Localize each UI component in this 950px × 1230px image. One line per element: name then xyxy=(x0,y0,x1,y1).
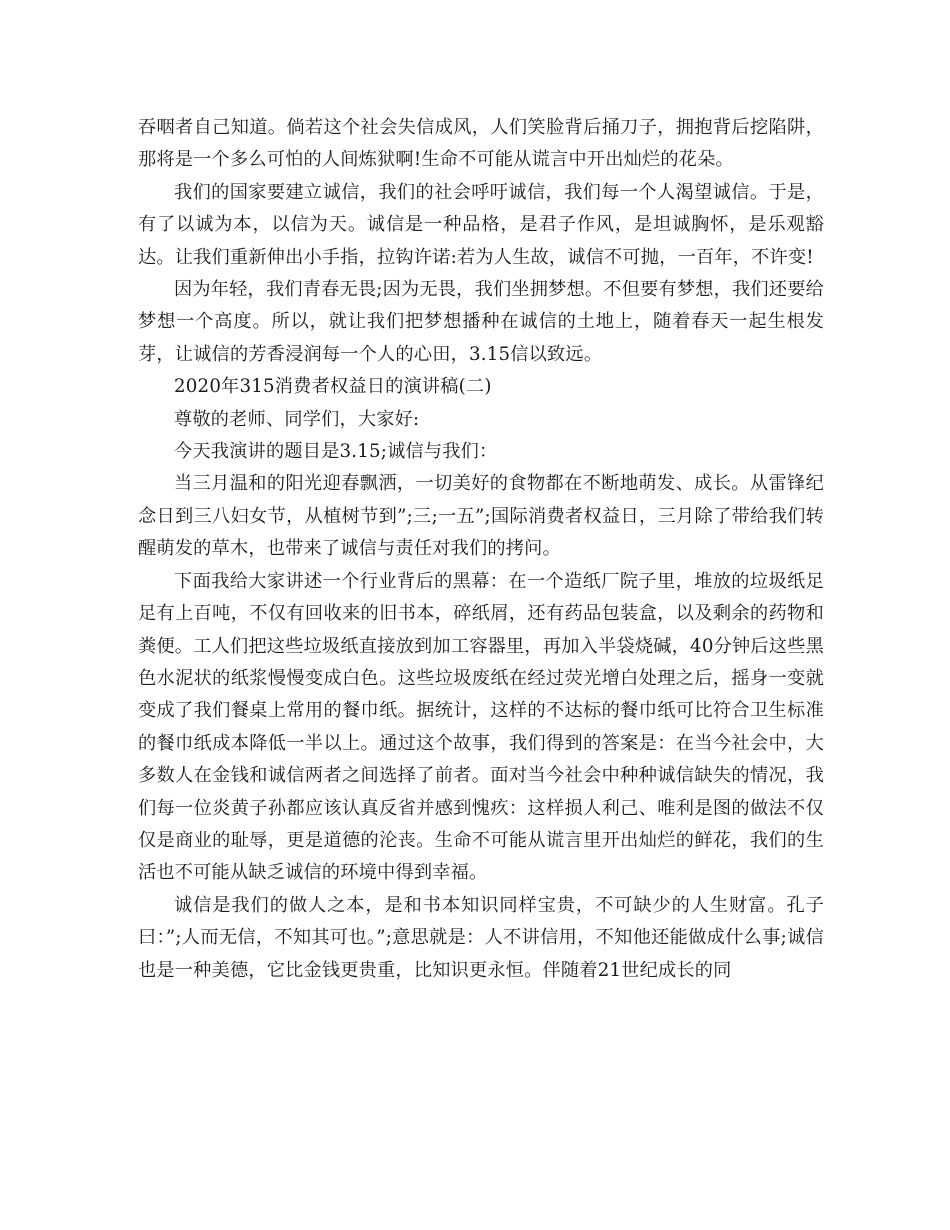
paragraph-integrity: 诚信是我们的做人之本，是和书本知识同样宝贵，不可缺少的人生财富。孔子曰：”;人而无信，不知其可也。”;意思就是：人不讲信用，不知他还能做成什么事;诚信也是一种美德，它比金钱更贵重，比知识更永恒。伴随着21世纪成长的同 xyxy=(138,894,824,981)
paragraph-story: 下面我给大家讲述一个行业背后的黑幕：在一个造纸厂院子里，堆放的垃圾纸足足有上百吨，不仅有回收来的旧书本，碎纸屑，还有药品包装盒，以及剩余的药物和粪便。工人们把这些垃圾纸直接放到加工容器里，再加入半袋烧碱，40分钟后这些黑色水泥状的纸浆慢慢变成白色。这些垃圾废纸在经过荧光增白处理之后，摇身一变就变成了我们餐桌上常用的餐巾纸。据统计，这样的不达标的餐巾纸可比符合卫生标准的餐巾纸成本降低一半以上。通过这个故事，我们得到的答案是：在当今社会中，大多数人在金钱和诚信两者之间选择了前者。面对当今社会中种种诚信缺失的情况，我们每一位炎黄子孙都应该认真反省并感到愧疚：这样损人利己、唯利是图的做法不仅仅是商业的耻辱，更是道德的沦丧。生命不可能从谎言里开出灿烂的鲜花，我们的生活也不可能从缺乏诚信的环境中得到幸福。 xyxy=(138,570,824,884)
section-heading: 2020年315消费者权益日的演讲稿(二) xyxy=(174,376,492,398)
paragraph-march: 当三月温和的阳光迎春飘洒，一切美好的食物都在不断地萌发、成长。从雷锋纪念日到三八妇女节，从植树节到”;三;一五”;国际消费者权益日，三月除了带给我们转醒萌发的草木，也带来了诚信与责任对我们的拷问。 xyxy=(138,473,824,560)
document-body xyxy=(138,112,824,987)
paragraph-3: 因为年轻，我们青春无畏;因为无畏，我们坐拥梦想。不但要有梦想，我们还要给梦想一个高度。所以，就让我们把梦想播种在诚信的土地上，随着春天一起生根发芽，让诚信的芳香浸润每一个人的心田，3.15信以致远。 xyxy=(138,279,824,365)
speech-topic: 今天我演讲的题目是3.15;诚信与我们： xyxy=(174,441,498,463)
greeting: 尊敬的老师、同学们，大家好: xyxy=(174,408,420,430)
paragraph-1: 吞咽者自己知道。倘若这个社会失信成风，人们笑脸背后捅刀子，拥抱背后挖陷阱，那将是一个多么可怕的人间炼狱啊!生命不可能从谎言中开出灿烂的花朵。 xyxy=(138,117,824,171)
paragraph-2: 我们的国家要建立诚信，我们的社会呼吁诚信，我们每一个人渴望诚信。于是，有了以诚为本，以信为天。诚信是一种品格，是君子作风，是坦诚胸怀，是乐观豁达。让我们重新伸出小手指，拉钩许诺:若为人生故，诚信不可抛，一百年，不许变! xyxy=(138,181,824,268)
